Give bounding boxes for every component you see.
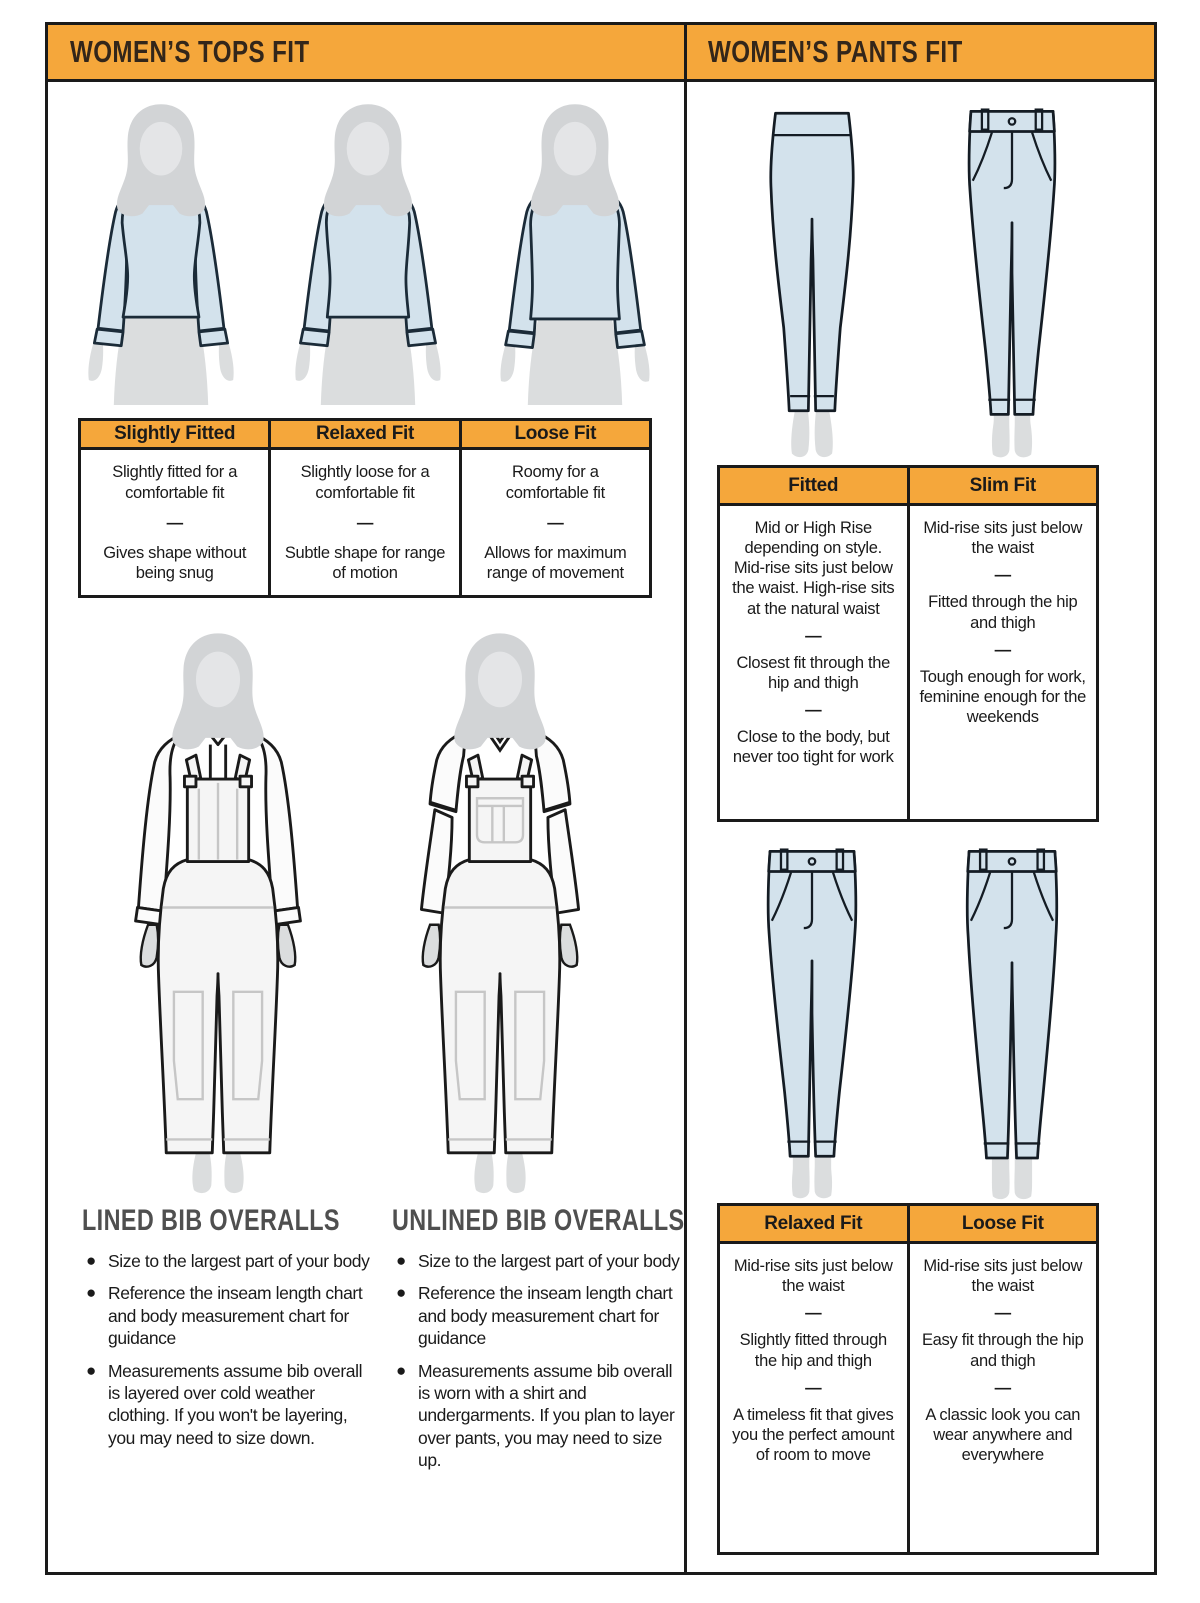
fit-cell-slightly-fitted bbox=[81, 450, 271, 595]
bullet-item bbox=[396, 1250, 686, 1272]
lined-bib-overall-illustration bbox=[98, 620, 338, 1195]
fit-cell-fitted bbox=[720, 506, 910, 819]
dash-separator: — bbox=[994, 1304, 1011, 1323]
fit-text: Slightly loose for a comfortable fit bbox=[300, 463, 430, 502]
fit-text: A timeless fit that gives you the perfect amount of room to move bbox=[732, 1405, 895, 1464]
dash-separator: — bbox=[547, 513, 564, 532]
fitted-pants-illustration bbox=[717, 95, 907, 460]
top-loose-fit-illustration bbox=[482, 95, 668, 405]
bullet-text: Reference the inseam length chart and body measurement chart for guidance bbox=[108, 1283, 363, 1349]
fit-text: Slightly fitted for a comfortable fit bbox=[112, 463, 238, 502]
bullet-item bbox=[86, 1282, 376, 1349]
fit-header-relaxed-fit: Relaxed Fit bbox=[720, 1206, 910, 1241]
fit-text: Fitted through the hip and thigh bbox=[928, 593, 1078, 632]
tops-section-title: WOMEN’S TOPS FIT bbox=[70, 34, 310, 69]
bullet-text: Measurements assume bib overall is layered over cold weather clothing. If you won't be layering, you may need to size down. bbox=[108, 1360, 363, 1448]
dash-separator: — bbox=[994, 1378, 1011, 1397]
bullet-icon: ● bbox=[396, 1251, 407, 1270]
pants-table-bottom-header bbox=[720, 1206, 1096, 1244]
fit-header-loose-fit: Loose Fit bbox=[514, 423, 597, 445]
fit-text: Gives shape without being snug bbox=[103, 543, 247, 582]
fit-text: Roomy for a comfortable fit bbox=[505, 463, 605, 502]
fit-text: Mid-rise sits just below the waist bbox=[733, 1257, 893, 1296]
top-slightly-fitted-illustration bbox=[68, 95, 254, 405]
fit-text: Tough enough for work, feminine enough for the weekends bbox=[919, 667, 1086, 726]
fit-text: Subtle shape for range of motion bbox=[284, 543, 446, 582]
tops-fit-table bbox=[78, 418, 652, 598]
fit-text: Allows for maximum range of movement bbox=[484, 543, 627, 582]
fit-header-slightly-fitted: Slightly Fitted bbox=[81, 421, 271, 447]
fit-text: Closest fit through the hip and thigh bbox=[736, 653, 891, 692]
fit-header-fitted: Fitted bbox=[720, 468, 910, 503]
dash-separator: — bbox=[805, 1378, 822, 1397]
pants-fit-table-bottom bbox=[717, 1203, 1099, 1555]
pants-fit-table-top bbox=[717, 465, 1099, 822]
bullet-icon: ● bbox=[86, 1251, 97, 1270]
unlined-bib-overall-illustration bbox=[380, 620, 620, 1195]
pants-table-bottom-body bbox=[720, 1244, 1096, 1552]
fit-cell-relaxed-fit bbox=[271, 450, 461, 595]
bullet-icon: ● bbox=[86, 1360, 97, 1380]
bullet-text: Size to the largest part of your body bbox=[418, 1251, 680, 1271]
dash-separator: — bbox=[994, 640, 1011, 659]
fit-header-slim-fit: Slim Fit bbox=[969, 474, 1036, 496]
fit-cell-slim-fit bbox=[910, 506, 1097, 819]
pants-table-top-header bbox=[720, 468, 1096, 506]
fit-cell-loose-fit bbox=[910, 1244, 1097, 1552]
bullet-item bbox=[86, 1250, 376, 1272]
fit-text: A classic look you can wear anywhere and everywhere bbox=[925, 1405, 1081, 1464]
bullet-text: Measurements assume bib overall is worn with a shirt and undergarments. If you plan to layer over pants, you may need to size up. bbox=[418, 1360, 675, 1471]
pants-table-top-body bbox=[720, 506, 1096, 819]
dash-separator: — bbox=[356, 513, 374, 532]
slim-fit-pants-illustration bbox=[917, 95, 1107, 460]
page-frame bbox=[45, 22, 1157, 1575]
bullet-text: Reference the inseam length chart and body measurement chart for guidance bbox=[418, 1283, 673, 1349]
top-relaxed-fit-illustration bbox=[275, 95, 461, 405]
fit-header-loose-fit: Loose Fit bbox=[961, 1212, 1044, 1234]
lined-bib-overalls-heading: LINED BIB OVERALLS bbox=[82, 1204, 340, 1237]
dash-separator: — bbox=[805, 701, 822, 719]
tops-fit-table-header bbox=[81, 421, 649, 450]
relaxed-fit-pants-illustration bbox=[717, 835, 907, 1200]
tops-illustration-row bbox=[68, 95, 668, 405]
fit-text: Mid or High Rise depending on style. Mid-rise sits just below the waist. High-rise sits at the natural waist bbox=[732, 519, 895, 618]
bullet-item bbox=[396, 1282, 686, 1349]
tops-fit-table-body bbox=[81, 450, 649, 595]
fit-text: Mid-rise sits just below the waist bbox=[923, 1257, 1083, 1296]
bullet-item bbox=[86, 1360, 376, 1450]
tops-column bbox=[48, 82, 684, 1572]
pants-section-title: WOMEN’S PANTS FIT bbox=[708, 34, 963, 69]
bullet-text: Size to the largest part of your body bbox=[108, 1251, 370, 1271]
bullet-icon: ● bbox=[396, 1360, 407, 1380]
dash-separator: — bbox=[805, 626, 822, 645]
lined-bib-bullet-list bbox=[86, 1250, 376, 1459]
fit-cell-loose-fit bbox=[462, 450, 649, 595]
bullet-icon: ● bbox=[86, 1283, 97, 1303]
dash-separator: — bbox=[805, 1304, 822, 1323]
dash-separator: — bbox=[994, 566, 1011, 585]
pants-column bbox=[687, 82, 1154, 1572]
fit-cell-relaxed-fit bbox=[720, 1244, 910, 1552]
bullet-icon: ● bbox=[396, 1283, 407, 1303]
bullet-item bbox=[396, 1360, 686, 1472]
loose-fit-pants-illustration bbox=[917, 835, 1107, 1200]
fit-text: Mid-rise sits just below the waist bbox=[923, 519, 1083, 558]
fit-header-relaxed-fit: Relaxed Fit bbox=[271, 421, 461, 447]
fit-text: Slightly fitted through the hip and thigh bbox=[739, 1331, 887, 1370]
section-header-band bbox=[48, 25, 1154, 82]
unlined-bib-bullet-list bbox=[396, 1250, 686, 1482]
fit-text: Easy fit through the hip and thigh bbox=[921, 1331, 1084, 1370]
dash-separator: — bbox=[166, 513, 183, 532]
fit-text: Close to the body, but never too tight for work bbox=[732, 728, 894, 767]
unlined-bib-overalls-heading: UNLINED BIB OVERALLS bbox=[392, 1204, 685, 1237]
